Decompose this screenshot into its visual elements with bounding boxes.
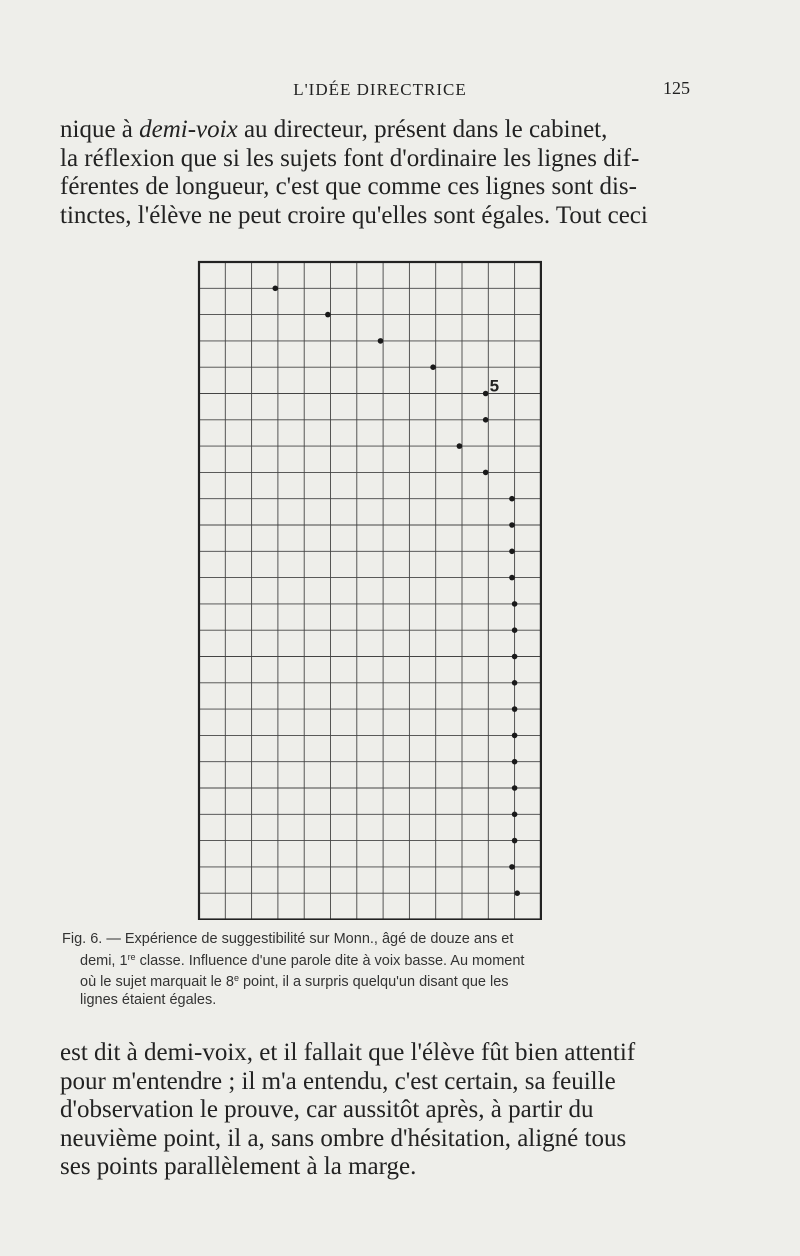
data-point-17 bbox=[512, 706, 518, 712]
page-number: 125 bbox=[663, 78, 690, 98]
figure-6 bbox=[195, 258, 555, 920]
paragraph-top-line-4: tinctes, l'élève ne peut croire qu'elles sont égales. Tout ceci bbox=[60, 201, 648, 229]
running-title: L'IDÉE DIRECTRICE bbox=[293, 80, 467, 99]
data-point-19 bbox=[512, 759, 518, 765]
figure-caption bbox=[62, 931, 698, 1009]
paragraph-bottom bbox=[60, 1039, 696, 1182]
data-point-12 bbox=[509, 575, 515, 581]
superscript: re bbox=[127, 951, 136, 962]
paragraph-bottom-line-5: ses points parallèlement à la marge. bbox=[60, 1153, 417, 1180]
paragraph-bottom-line-4: neuvième point, il a, sans ombre d'hésitation, aligné tous bbox=[60, 1124, 627, 1152]
data-point-21 bbox=[512, 812, 518, 818]
caption-line-2 bbox=[62, 949, 698, 971]
grid-lines bbox=[199, 262, 541, 920]
data-point-13 bbox=[512, 601, 518, 607]
data-point-10 bbox=[509, 522, 515, 528]
data-point-20 bbox=[512, 785, 518, 791]
data-point-24 bbox=[514, 890, 520, 896]
paragraph-top bbox=[60, 116, 696, 230]
data-point-18 bbox=[512, 733, 518, 739]
data-point-6 bbox=[483, 417, 489, 423]
superscript: e bbox=[233, 973, 239, 983]
paragraph-bottom-line-3: d'observation le prouve, car aussitôt après, à partir du bbox=[60, 1096, 594, 1123]
caption-line-3 bbox=[62, 970, 698, 992]
data-point-1 bbox=[272, 286, 278, 292]
data-point-15 bbox=[512, 654, 518, 660]
data-point-11 bbox=[509, 549, 515, 555]
data-point-2 bbox=[325, 312, 331, 318]
data-point-5 bbox=[483, 391, 489, 397]
paragraph-top-line-1 bbox=[60, 116, 696, 145]
paragraph-bottom-line-1: est dit à demi-voix, et il fallait que l'élève fût bien attentif bbox=[60, 1039, 636, 1066]
text-run: où le sujet marquait le 8 bbox=[80, 974, 234, 990]
text-run: classe. Influence d'une parole dite à voix basse. Au moment bbox=[135, 952, 525, 969]
caption-line-4: lignes étaient égales. bbox=[80, 991, 217, 1008]
grid-border bbox=[199, 262, 541, 920]
text-run: demi, 1 bbox=[80, 952, 128, 969]
paragraph-bottom-line-2: pour m'entendre ; il m'a entendu, c'est certain, sa feuille bbox=[60, 1067, 616, 1095]
data-point-8 bbox=[483, 470, 489, 476]
data-point-7 bbox=[457, 443, 463, 449]
emphasis-text: demi-voix bbox=[139, 116, 238, 143]
data-point-14 bbox=[512, 627, 518, 633]
caption-line-1: Fig. 6. — Expérience de suggestibilité sur Monn., âgé de douze ans et bbox=[62, 931, 514, 947]
grid-chart bbox=[195, 258, 555, 920]
data-point-22 bbox=[512, 838, 518, 844]
data-point-3 bbox=[378, 338, 384, 344]
data-point-4 bbox=[430, 364, 436, 370]
text-run: point, il a surpris quelqu'un disant que les bbox=[238, 974, 509, 990]
paragraph-top-line-2: la réflexion que si les sujets font d'ordinaire les lignes dif- bbox=[60, 144, 640, 172]
paragraph-top-line-3: férentes de longueur, c'est que comme ces lignes sont dis- bbox=[60, 173, 637, 200]
point-label-5: 5 bbox=[489, 376, 500, 396]
data-point-16 bbox=[512, 680, 518, 686]
data-point-9 bbox=[509, 496, 515, 502]
data-point-23 bbox=[509, 864, 515, 870]
data-points bbox=[272, 286, 520, 897]
grid-frame bbox=[199, 262, 541, 920]
text-run: au directeur, présent dans le cabinet, bbox=[237, 116, 608, 143]
text-run: nique à bbox=[60, 116, 140, 143]
running-head bbox=[60, 80, 700, 104]
